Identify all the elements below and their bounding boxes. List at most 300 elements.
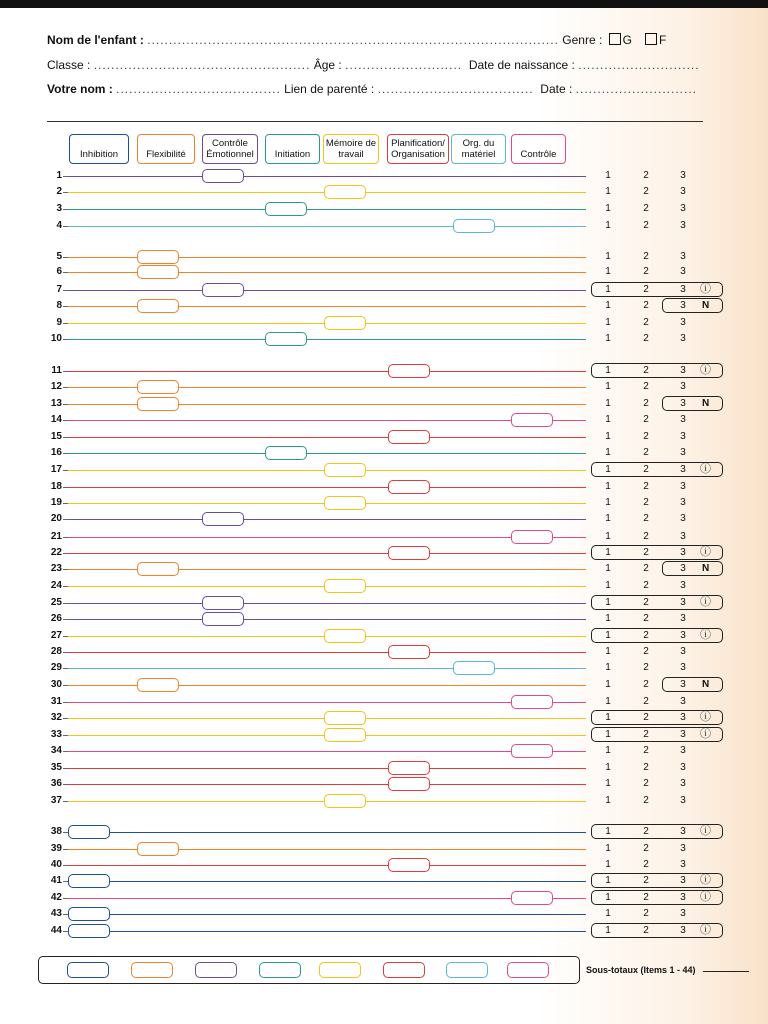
score-3[interactable]: 3 xyxy=(680,497,686,508)
header-inhibition: Inhibition xyxy=(69,134,129,164)
score-outline-n xyxy=(662,396,723,411)
score-3[interactable]: 3 xyxy=(680,762,686,773)
item-number: 35 xyxy=(50,762,62,773)
score-3[interactable]: 3 xyxy=(680,859,686,870)
score-1[interactable]: 1 xyxy=(605,447,611,458)
answer-box-controle-emotionnel[interactable] xyxy=(202,596,244,610)
header-controle-emotionnel: Contrôle Émotionnel xyxy=(202,134,258,164)
score-3[interactable]: 3 xyxy=(680,317,686,328)
item-line xyxy=(68,603,586,604)
item-number: 2 xyxy=(56,186,62,197)
score-3[interactable]: 3 xyxy=(680,745,686,756)
score-3[interactable]: 3 xyxy=(680,220,686,231)
score-2[interactable]: 2 xyxy=(643,712,649,723)
score-2[interactable]: 2 xyxy=(643,547,649,558)
score-2[interactable]: 2 xyxy=(643,843,649,854)
score-2[interactable]: 2 xyxy=(643,662,649,673)
score-1[interactable]: 1 xyxy=(605,300,611,311)
item-line xyxy=(68,209,586,210)
item-line xyxy=(68,881,586,882)
item-number: 36 xyxy=(50,778,62,789)
score-2[interactable]: 2 xyxy=(643,925,649,936)
answer-box-flexibilite[interactable] xyxy=(137,397,179,411)
header-divider xyxy=(47,121,703,122)
subtotal-box-planification[interactable] xyxy=(383,962,425,978)
info-icon: ⓘ xyxy=(700,711,711,723)
score-3[interactable]: 3 xyxy=(680,300,686,311)
score-2[interactable]: 2 xyxy=(643,381,649,392)
score-1[interactable]: 1 xyxy=(605,284,611,295)
subtotal-box-memoire[interactable] xyxy=(319,962,361,978)
item-number: 12 xyxy=(50,381,62,392)
info-icon: ⓘ xyxy=(700,463,711,475)
score-1[interactable]: 1 xyxy=(605,630,611,641)
answer-box-memoire[interactable] xyxy=(324,496,366,510)
answer-box-memoire[interactable] xyxy=(324,794,366,808)
answer-box-memoire[interactable] xyxy=(324,185,366,199)
item-number: 8 xyxy=(56,300,62,311)
item-number: 22 xyxy=(50,547,62,558)
score-3[interactable]: 3 xyxy=(680,925,686,936)
item-line xyxy=(68,437,586,438)
your-name-label: Votre nom : xyxy=(47,82,113,96)
subtotal-box-controle[interactable] xyxy=(507,962,549,978)
item-line xyxy=(68,898,586,899)
header-org-materiel: Org. du matériel xyxy=(451,134,506,164)
score-2[interactable]: 2 xyxy=(643,597,649,608)
answer-box-flexibilite[interactable] xyxy=(137,250,179,264)
item-number: 19 xyxy=(50,497,62,508)
score-1[interactable]: 1 xyxy=(605,925,611,936)
score-2[interactable]: 2 xyxy=(643,859,649,870)
score-3[interactable]: 3 xyxy=(680,908,686,919)
item-line xyxy=(68,420,586,421)
item-line xyxy=(68,751,586,752)
score-1[interactable]: 1 xyxy=(605,892,611,903)
gender-g-checkbox[interactable] xyxy=(609,33,621,45)
answer-box-controle[interactable] xyxy=(511,744,553,758)
score-1[interactable]: 1 xyxy=(605,729,611,740)
your-name-field[interactable]: ...................................... xyxy=(116,82,281,96)
score-3[interactable]: 3 xyxy=(680,646,686,657)
score-2[interactable]: 2 xyxy=(643,333,649,344)
gender-g-label: G xyxy=(622,33,632,47)
item-number: 43 xyxy=(50,908,62,919)
answer-box-planification[interactable] xyxy=(388,645,430,659)
score-1[interactable]: 1 xyxy=(605,908,611,919)
answer-box-memoire[interactable] xyxy=(324,463,366,477)
item-number: 4 xyxy=(56,220,62,231)
info-icon: ⓘ xyxy=(700,825,711,837)
item-number: 6 xyxy=(56,266,62,277)
item-number: 39 xyxy=(50,843,62,854)
score-3[interactable]: 3 xyxy=(680,414,686,425)
item-number: 40 xyxy=(50,859,62,870)
score-3[interactable]: 3 xyxy=(680,547,686,558)
item-line xyxy=(68,371,586,372)
answer-box-memoire[interactable] xyxy=(324,711,366,725)
score-3[interactable]: 3 xyxy=(680,597,686,608)
score-2[interactable]: 2 xyxy=(643,762,649,773)
class-field[interactable]: .................................................. xyxy=(93,58,311,72)
item-number: 3 xyxy=(56,203,62,214)
score-2[interactable]: 2 xyxy=(643,745,649,756)
score-3[interactable]: 3 xyxy=(680,696,686,707)
score-2[interactable]: 2 xyxy=(643,795,649,806)
score-1[interactable]: 1 xyxy=(605,859,611,870)
score-2[interactable]: 2 xyxy=(643,875,649,886)
item-line xyxy=(68,553,586,554)
score-1[interactable]: 1 xyxy=(605,398,611,409)
score-2[interactable]: 2 xyxy=(643,778,649,789)
item-number: 1 xyxy=(56,170,62,181)
info-icon: ⓘ xyxy=(700,728,711,740)
item-number: 7 xyxy=(56,284,62,295)
score-2[interactable]: 2 xyxy=(643,398,649,409)
score-2[interactable]: 2 xyxy=(643,365,649,376)
score-3[interactable]: 3 xyxy=(680,613,686,624)
date-field[interactable]: ............................ xyxy=(575,82,698,96)
score-2[interactable]: 2 xyxy=(643,696,649,707)
answer-box-planification[interactable] xyxy=(388,546,430,560)
score-2[interactable]: 2 xyxy=(643,892,649,903)
score-1[interactable]: 1 xyxy=(605,365,611,376)
score-2[interactable]: 2 xyxy=(643,908,649,919)
item-number: 38 xyxy=(50,826,62,837)
item-line xyxy=(68,339,586,340)
answer-box-controle-emotionnel[interactable] xyxy=(202,612,244,626)
score-2[interactable]: 2 xyxy=(643,203,649,214)
score-2[interactable]: 2 xyxy=(643,251,649,262)
answer-box-controle-emotionnel[interactable] xyxy=(202,283,244,297)
age-field[interactable]: ........................... xyxy=(345,58,463,72)
item-number: 29 xyxy=(50,662,62,673)
score-2[interactable]: 2 xyxy=(643,580,649,591)
subtotal-box-inhibition[interactable] xyxy=(67,962,109,978)
score-3[interactable]: 3 xyxy=(680,464,686,475)
item-line xyxy=(68,702,586,703)
item-line xyxy=(68,914,586,915)
item-number: 14 xyxy=(50,414,62,425)
subtotal-box-org-materiel[interactable] xyxy=(446,962,488,978)
score-outline-n xyxy=(662,561,723,576)
score-3[interactable]: 3 xyxy=(680,333,686,344)
score-3[interactable]: 3 xyxy=(680,712,686,723)
item-number: 11 xyxy=(51,365,62,376)
score-2[interactable]: 2 xyxy=(643,531,649,542)
gender-f-checkbox[interactable] xyxy=(645,33,657,45)
answer-box-flexibilite[interactable] xyxy=(137,678,179,692)
score-3[interactable]: 3 xyxy=(680,826,686,837)
n-mark: N xyxy=(702,300,710,311)
score-3[interactable]: 3 xyxy=(680,729,686,740)
score-2[interactable]: 2 xyxy=(643,220,649,231)
answer-box-controle[interactable] xyxy=(511,530,553,544)
answer-box-flexibilite[interactable] xyxy=(137,842,179,856)
item-number: 23 xyxy=(50,563,62,574)
item-number: 15 xyxy=(50,431,62,442)
subtotals-frame xyxy=(38,956,580,984)
answer-box-initiation[interactable] xyxy=(265,332,307,346)
item-line xyxy=(68,487,586,488)
item-line xyxy=(68,176,586,177)
answer-box-flexibilite[interactable] xyxy=(137,562,179,576)
score-3[interactable]: 3 xyxy=(680,875,686,886)
item-number: 41 xyxy=(50,875,62,886)
item-number: 26 xyxy=(50,613,62,624)
score-2[interactable]: 2 xyxy=(643,464,649,475)
score-2[interactable]: 2 xyxy=(643,431,649,442)
item-number: 20 xyxy=(50,513,62,524)
top-bar xyxy=(0,0,768,8)
score-1[interactable]: 1 xyxy=(605,531,611,542)
score-3[interactable]: 3 xyxy=(680,251,686,262)
class-label: Classe : xyxy=(47,58,91,72)
header-initiation: Initiation xyxy=(265,134,320,164)
class-row xyxy=(47,58,700,72)
subtotal-line xyxy=(703,971,749,972)
score-2[interactable]: 2 xyxy=(643,513,649,524)
gender-label: Genre : xyxy=(562,33,603,47)
answer-box-controle-emotionnel[interactable] xyxy=(202,512,244,526)
answer-box-planification[interactable] xyxy=(388,480,430,494)
answer-box-inhibition[interactable] xyxy=(68,874,110,888)
score-1[interactable]: 1 xyxy=(605,497,611,508)
score-1[interactable]: 1 xyxy=(605,317,611,328)
score-1[interactable]: 1 xyxy=(605,646,611,657)
answer-box-planification[interactable] xyxy=(388,430,430,444)
score-1[interactable]: 1 xyxy=(605,381,611,392)
score-3[interactable]: 3 xyxy=(680,563,686,574)
subtotal-label: Sous-totaux (Items 1 - 44) xyxy=(586,965,696,975)
item-number: 10 xyxy=(50,333,62,344)
score-3[interactable]: 3 xyxy=(680,778,686,789)
answer-box-controle[interactable] xyxy=(511,413,553,427)
info-icon: ⓘ xyxy=(700,874,711,886)
score-2[interactable]: 2 xyxy=(643,563,649,574)
score-2[interactable]: 2 xyxy=(643,826,649,837)
answer-box-controle-emotionnel[interactable] xyxy=(202,169,244,183)
answer-box-controle[interactable] xyxy=(511,891,553,905)
item-line xyxy=(68,865,586,866)
score-3[interactable]: 3 xyxy=(680,481,686,492)
score-2[interactable]: 2 xyxy=(643,186,649,197)
score-3[interactable]: 3 xyxy=(680,447,686,458)
score-2[interactable]: 2 xyxy=(643,170,649,181)
answer-box-flexibilite[interactable] xyxy=(137,265,179,279)
item-line xyxy=(68,519,586,520)
score-3[interactable]: 3 xyxy=(680,892,686,903)
score-1[interactable]: 1 xyxy=(605,580,611,591)
n-mark: N xyxy=(702,563,710,574)
answer-box-planification[interactable] xyxy=(388,777,430,791)
score-3[interactable]: 3 xyxy=(680,284,686,295)
subtotal-box-initiation[interactable] xyxy=(259,962,301,978)
info-icon: ⓘ xyxy=(700,924,711,936)
item-number: 24 xyxy=(50,580,62,591)
answer-box-planification[interactable] xyxy=(388,761,430,775)
item-line xyxy=(68,931,586,932)
score-3[interactable]: 3 xyxy=(680,203,686,214)
score-1[interactable]: 1 xyxy=(605,795,611,806)
gender-f-label: F xyxy=(659,33,667,47)
relation-field[interactable]: .................................... xyxy=(377,82,534,96)
info-icon: ⓘ xyxy=(700,891,711,903)
score-2[interactable]: 2 xyxy=(643,414,649,425)
item-line xyxy=(68,537,586,538)
score-3[interactable]: 3 xyxy=(680,795,686,806)
score-1[interactable]: 1 xyxy=(605,662,611,673)
item-line xyxy=(68,619,586,620)
item-line xyxy=(68,453,586,454)
score-1[interactable]: 1 xyxy=(605,513,611,524)
score-1[interactable]: 1 xyxy=(605,696,611,707)
item-number: 33 xyxy=(50,729,62,740)
item-line xyxy=(68,290,586,291)
score-3[interactable]: 3 xyxy=(680,630,686,641)
age-label: Âge : xyxy=(313,58,342,72)
info-icon: ⓘ xyxy=(700,283,711,295)
answer-box-inhibition[interactable] xyxy=(68,907,110,921)
score-1[interactable]: 1 xyxy=(605,220,611,231)
score-3[interactable]: 3 xyxy=(680,266,686,277)
date-label: Date : xyxy=(540,82,573,96)
info-icon: ⓘ xyxy=(700,546,711,558)
birth-label: Date de naissance : xyxy=(468,58,575,72)
item-number: 21 xyxy=(50,531,62,542)
score-1[interactable]: 1 xyxy=(605,414,611,425)
score-outline-n xyxy=(662,298,723,313)
answer-box-memoire[interactable] xyxy=(324,316,366,330)
n-mark: N xyxy=(702,679,710,690)
subtotal-box-controle-emotionnel[interactable] xyxy=(195,962,237,978)
answer-box-memoire[interactable] xyxy=(324,629,366,643)
score-1[interactable]: 1 xyxy=(605,547,611,558)
answer-box-memoire[interactable] xyxy=(324,579,366,593)
item-number: 34 xyxy=(50,745,62,756)
score-3[interactable]: 3 xyxy=(680,170,686,181)
score-3[interactable]: 3 xyxy=(680,381,686,392)
info-icon: ⓘ xyxy=(700,596,711,608)
score-1[interactable]: 1 xyxy=(605,563,611,574)
birth-field[interactable]: ............................ xyxy=(578,58,700,72)
info-icon: ⓘ xyxy=(700,364,711,376)
score-1[interactable]: 1 xyxy=(605,333,611,344)
answer-box-org-materiel[interactable] xyxy=(453,661,495,675)
answer-box-planification[interactable] xyxy=(388,364,430,378)
score-2[interactable]: 2 xyxy=(643,300,649,311)
relation-label: Lien de parenté : xyxy=(284,82,375,96)
item-number: 28 xyxy=(50,646,62,657)
answer-box-initiation[interactable] xyxy=(265,446,307,460)
item-number: 32 xyxy=(50,712,62,723)
answer-box-initiation[interactable] xyxy=(265,202,307,216)
score-1[interactable]: 1 xyxy=(605,481,611,492)
answer-box-inhibition[interactable] xyxy=(68,825,110,839)
answer-box-flexibilite[interactable] xyxy=(137,299,179,313)
header-memoire: Mémoire de travail xyxy=(323,134,379,164)
score-3[interactable]: 3 xyxy=(680,186,686,197)
item-number: 31 xyxy=(50,696,62,707)
score-1[interactable]: 1 xyxy=(605,712,611,723)
score-3[interactable]: 3 xyxy=(680,531,686,542)
header-flexibilite: Flexibilité xyxy=(137,134,195,164)
score-2[interactable]: 2 xyxy=(643,317,649,328)
item-number: 44 xyxy=(50,925,62,936)
score-3[interactable]: 3 xyxy=(680,843,686,854)
score-3[interactable]: 3 xyxy=(680,580,686,591)
score-1[interactable]: 1 xyxy=(605,613,611,624)
subtotal-box-flexibilite[interactable] xyxy=(131,962,173,978)
answer-box-inhibition[interactable] xyxy=(68,924,110,938)
score-1[interactable]: 1 xyxy=(605,203,611,214)
item-number: 42 xyxy=(50,892,62,903)
score-2[interactable]: 2 xyxy=(643,481,649,492)
item-number: 30 xyxy=(50,679,62,690)
score-2[interactable]: 2 xyxy=(643,613,649,624)
score-1[interactable]: 1 xyxy=(605,875,611,886)
score-1[interactable]: 1 xyxy=(605,843,611,854)
answer-box-flexibilite[interactable] xyxy=(137,380,179,394)
score-1[interactable]: 1 xyxy=(605,464,611,475)
score-3[interactable]: 3 xyxy=(680,398,686,409)
score-2[interactable]: 2 xyxy=(643,630,649,641)
score-1[interactable]: 1 xyxy=(605,745,611,756)
answer-box-planification[interactable] xyxy=(388,858,430,872)
score-1[interactable]: 1 xyxy=(605,251,611,262)
score-3[interactable]: 3 xyxy=(680,513,686,524)
score-1[interactable]: 1 xyxy=(605,597,611,608)
answer-box-controle[interactable] xyxy=(511,695,553,709)
item-number: 37 xyxy=(50,795,62,806)
score-outline-n xyxy=(662,677,723,692)
score-1[interactable]: 1 xyxy=(605,170,611,181)
item-line xyxy=(68,668,586,669)
score-3[interactable]: 3 xyxy=(680,365,686,376)
child-name-row xyxy=(47,33,666,47)
score-2[interactable]: 2 xyxy=(643,266,649,277)
score-1[interactable]: 1 xyxy=(605,431,611,442)
n-mark: N xyxy=(702,398,710,409)
score-2[interactable]: 2 xyxy=(643,497,649,508)
answer-box-org-materiel[interactable] xyxy=(453,219,495,233)
score-2[interactable]: 2 xyxy=(643,284,649,295)
child-name-field[interactable]: ............................................................................................... xyxy=(147,33,559,47)
item-line xyxy=(68,832,586,833)
item-number: 5 xyxy=(56,251,62,262)
score-3[interactable]: 3 xyxy=(680,662,686,673)
score-1[interactable]: 1 xyxy=(605,826,611,837)
score-1[interactable]: 1 xyxy=(605,778,611,789)
score-2[interactable]: 2 xyxy=(643,679,649,690)
item-number: 18 xyxy=(50,481,62,492)
item-number: 25 xyxy=(50,597,62,608)
score-1[interactable]: 1 xyxy=(605,762,611,773)
your-name-row xyxy=(47,82,697,96)
item-line xyxy=(68,784,586,785)
score-1[interactable]: 1 xyxy=(605,679,611,690)
score-2[interactable]: 2 xyxy=(643,646,649,657)
item-number: 17 xyxy=(50,464,62,475)
info-icon: ⓘ xyxy=(700,629,711,641)
score-2[interactable]: 2 xyxy=(643,447,649,458)
score-1[interactable]: 1 xyxy=(605,266,611,277)
score-3[interactable]: 3 xyxy=(680,431,686,442)
score-1[interactable]: 1 xyxy=(605,186,611,197)
score-2[interactable]: 2 xyxy=(643,729,649,740)
score-3[interactable]: 3 xyxy=(680,679,686,690)
answer-box-memoire[interactable] xyxy=(324,728,366,742)
